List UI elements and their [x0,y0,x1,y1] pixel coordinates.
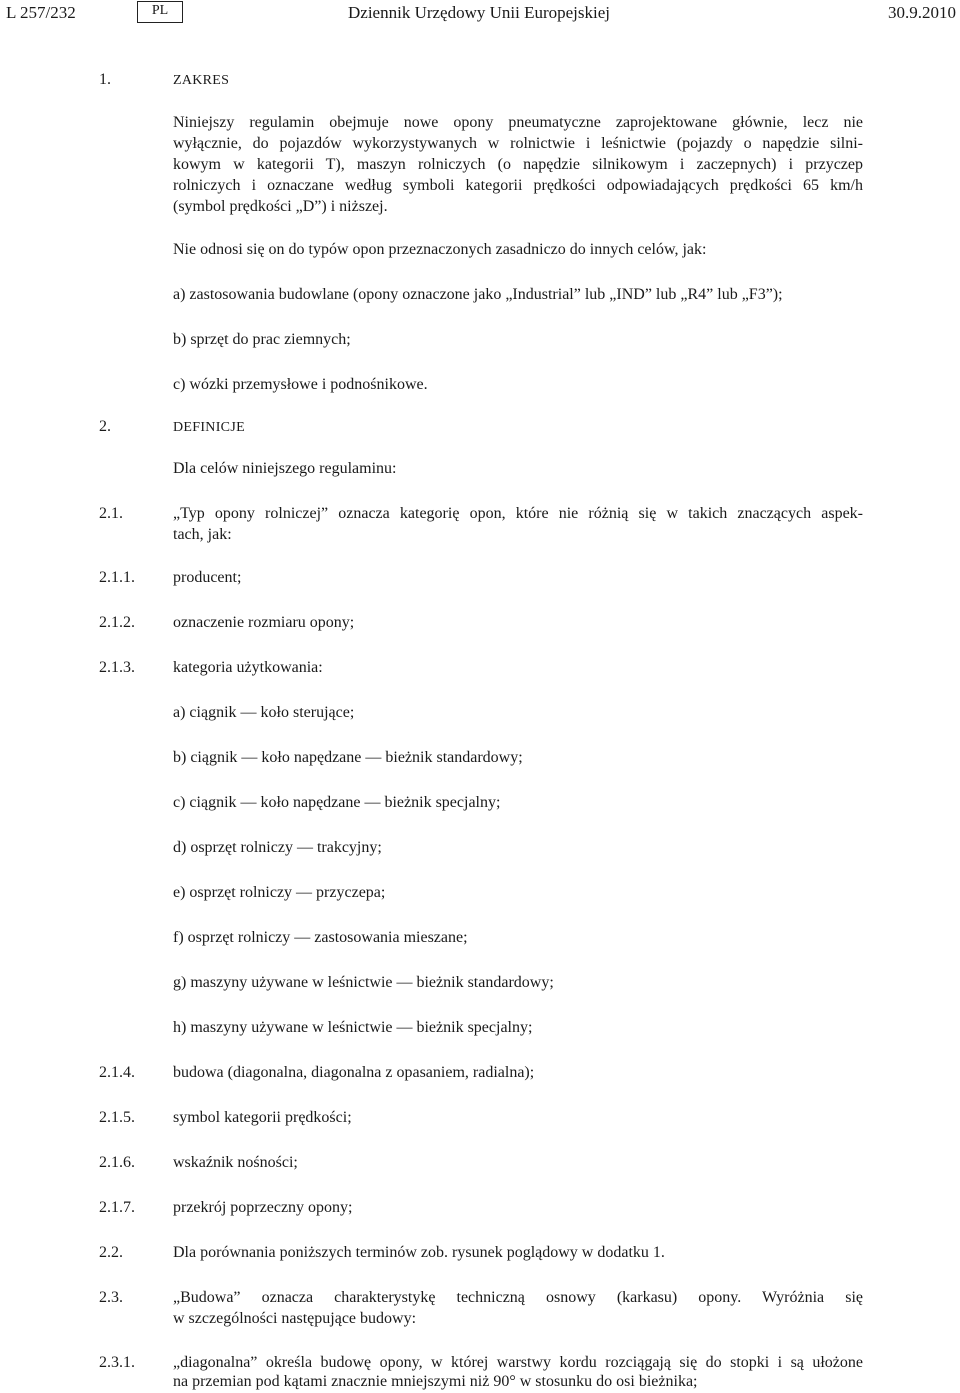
list-item: c) ciągnik — koło napędzane — bieżnik specjalny; [173,794,501,811]
journal-title: Dziennik Urzędowy Unii Europejskiej [348,3,611,22]
clause-number: 2.2. [99,1244,123,1261]
clause-number: 2.1.7. [99,1199,135,1216]
clause-line: na przemian pod kątami znacznie mniejszymi niż 90° w stosunku do osi bieżnika; [173,1373,698,1390]
list-item: a) zastosowania budowlane (opony oznaczone jako „Industrial” lub „IND” lub „R4” lub „F3”); [173,286,783,303]
language-code-badge: PL [137,1,183,23]
paragraph-line: kowym w kategorii T), maszyn rolniczych (o napędzie silnikowym i zaczepnych) i przyczep [173,156,863,173]
list-item: b) ciągnik — koło napędzane — bieżnik standardowy; [173,749,523,766]
section-heading: DEFINICJE [173,420,245,435]
section-number: 1. [99,71,111,88]
clause-line: „Budowa” oznacza charakterystykę techniczną osnowy (karkasu) opony. Wyróżnia się [173,1289,863,1306]
clause-number: 2.1.1. [99,569,135,586]
clause-number: 2.3. [99,1289,123,1306]
paragraph: Nie odnosi się on do typów opon przeznaczonych zasadniczo do innych celów, jak: [173,241,707,258]
clause-text: wskaźnik nośności; [173,1154,298,1171]
paragraph-line: wyłącznie, do pojazdów wykorzystywanych w rolnictwie i leśnictwie (pojazdy o napędzie silni- [173,135,863,152]
paragraph-line: (symbol prędkości „D”) i niższej. [173,198,388,215]
list-item: f) osprzęt rolniczy — zastosowania mieszane; [173,929,468,946]
clause-text: budowa (diagonalna, diagonalna z opasaniem, radialna); [173,1064,535,1081]
paragraph-line: rolniczych i oznaczane według symboli kategorii prędkości odpowiadających prędkości 65 km/h [173,177,863,194]
list-item: b) sprzęt do prac ziemnych; [173,331,351,348]
clause-number: 2.1.5. [99,1109,135,1126]
paragraph-line: Niniejszy regulamin obejmuje nowe opony pneumatyczne zaprojektowane głównie, lecz nie [173,114,863,131]
clause-line: „Typ opony rolniczej” oznacza kategorię opon, które nie różnią się w takich znaczących aspek- [173,505,863,522]
list-item: a) ciągnik — koło sterujące; [173,704,355,721]
list-item: e) osprzęt rolniczy — przyczepa; [173,884,386,901]
clause-text: przekrój poprzeczny opony; [173,1199,353,1216]
clause-number: 2.3.1. [99,1354,135,1371]
clause-number: 2.1.3. [99,659,135,676]
list-item: c) wózki przemysłowe i podnośnikowe. [173,376,428,393]
clause-number: 2.1.2. [99,614,135,631]
clause-text: Dla porównania poniższych terminów zob. rysunek poglądowy w dodatku 1. [173,1244,665,1261]
list-item: h) maszyny używane w leśnictwie — bieżnik specjalny; [173,1019,533,1036]
paragraph: Dla celów niniejszego regulaminu: [173,460,397,477]
section-number: 2. [99,418,111,435]
clause-number: 2.1.4. [99,1064,135,1081]
clause-text: symbol kategorii prędkości; [173,1109,352,1126]
clause-text: oznaczenie rozmiaru opony; [173,614,355,631]
clause-line: tach, jak: [173,526,232,543]
clause-number: 2.1. [99,505,123,522]
clause-number: 2.1.6. [99,1154,135,1171]
list-item: g) maszyny używane w leśnictwie — bieżnik standardowy; [173,974,554,991]
list-item: d) osprzęt rolniczy — trakcyjny; [173,839,382,856]
publication-date: 30.9.2010 [888,3,956,22]
clause-text: kategoria użytkowania: [173,659,323,676]
clause-line: w szczególności następujące budowy: [173,1310,417,1327]
clause-line: „diagonalna” określa budowę opony, w której warstwy kordu rozciągają się do stopki i są ułożone [173,1354,863,1371]
section-heading: ZAKRES [173,73,230,88]
clause-text: producent; [173,569,242,586]
page-reference: L 257/232 [6,3,76,22]
page-header [0,0,960,30]
